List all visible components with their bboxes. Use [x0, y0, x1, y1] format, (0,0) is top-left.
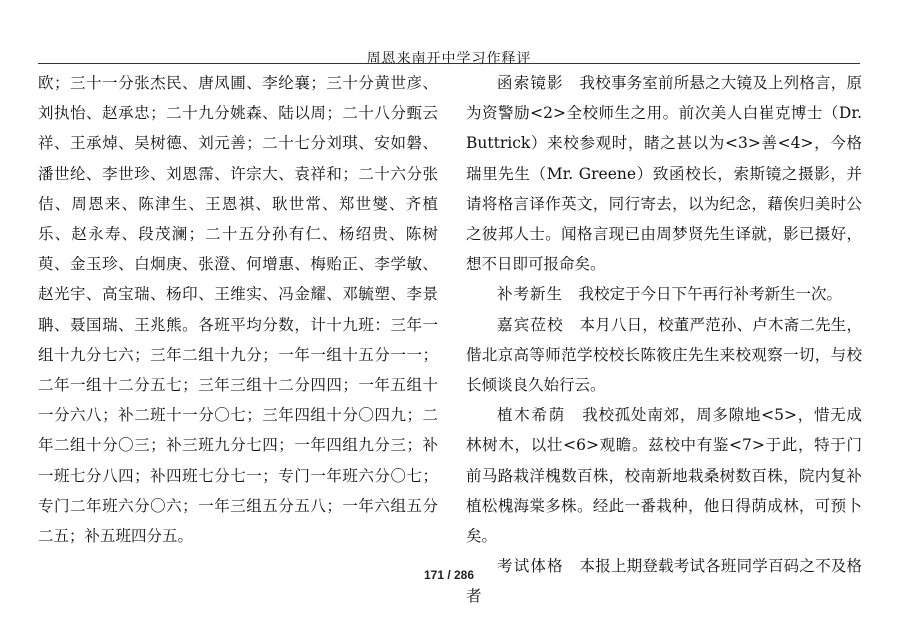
news-item-tree-planting [466, 400, 862, 551]
news-item-text: 本月八日，校董严范孙、卢木斋二先生，偕北京高等师范学校校长陈筱庄先生来校观察一切，与校长倾谈良久始行云。 [466, 315, 862, 395]
news-item-heading: 考试体格 [497, 557, 564, 576]
score-list-paragraph: 欧；三十一分张杰民、唐凤圃、李纶襄；三十分黄世彦、刘执怡、赵承忠；二十九分姚森、陆以周；二十八分甄云祥、王承焯、吴树德、刘元善；二十七分刘琪、安如磐、潘世纶、李世珍、刘恩霈、许宗大、袁祥和；二十六分张佶、周恩来、陈津生、王恩祺、耿世常、郑世燮、齐植乐、赵永寿、段茂澜；二十五分孙有仁、杨绍贵、陈树萸、金玉珍、白炯庚、张澄、何增惠、梅贻正、李学敏、赵光宇、高宝瑞、杨印、王维实、冯金耀、邓毓塑、李景聃、聂国瑞、王兆熊。各班平均分数，计十九班：三年一组十九分七六；三年二组十九分；一年一组十五分一一；二年一组十二分五七；三年三组十二分四四；一年五组十一分六八；补二班十一分〇七；三年四组十分〇四九；二年二组十分〇三；补三班九分七四；一年四组九分三；补一班七分八四；补四班七分七一；专门一年班六分〇七；专门二年班六分〇六；一年三组五分五八；一年六组五分二五；补五班四分五。 [38, 74, 438, 546]
news-item-text: 我校事务室前所悬之大镜及上列格言，原为资警励<2>全校师生之用。前次美人白崔克博士（Dr. Buttrick）来校参观时，睹之甚以为<3>善<4>，今格瑞里先生（Mr. Greene）致函校长，索斯镜之摄影，并请将格言译作英文，同行寄去，以为纪念，藉俟归美时公之彼邦人士。闻格言现已由周梦贤先生译就，影已摄好，想不日即可报命矣。 [466, 74, 862, 274]
news-item-mirror [466, 68, 862, 279]
news-item-text: 本报上期登载考试各班同学百码之不及格者 [466, 557, 862, 606]
news-item-text: 我校孤处南郊，周多隙地<5>，惜无成林树木，以壮<6>观瞻。兹校中有鉴<7>于此，特于门前马路栽洋槐数百株，校南新地栽桑树数百株，院内复补植松槐海棠多株。经此一番栽种，他日得荫成林，可预卜矣。 [466, 406, 862, 546]
news-item-heading: 函索镜影 [497, 74, 564, 92]
news-item-heading: 补考新生 [497, 285, 564, 304]
right-column [466, 68, 862, 612]
news-item-makeup-exam [466, 279, 862, 309]
news-item-heading: 嘉宾莅校 [497, 315, 564, 334]
news-item-heading: 植木希荫 [497, 406, 567, 425]
page-header-title: 周恩来南开中学习作释评 [366, 51, 532, 67]
news-item-text: 我校定于今日下午再行补考新生一次。 [578, 285, 843, 304]
header-divider [38, 63, 860, 64]
left-column [38, 68, 438, 551]
page-number: 171 / 286 [423, 568, 475, 582]
news-item-guests [466, 310, 862, 401]
